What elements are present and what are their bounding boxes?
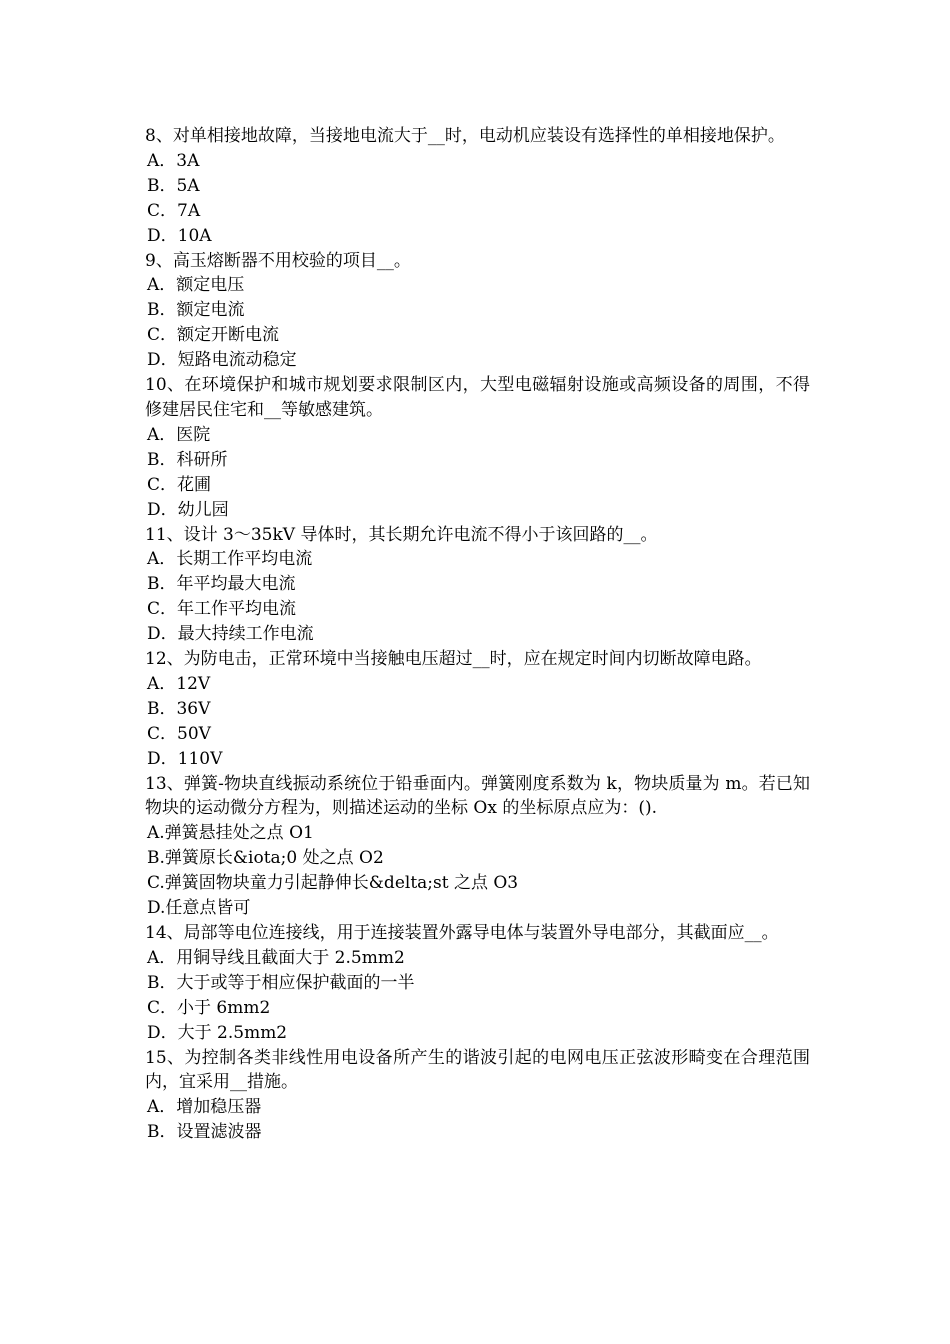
option-a: A．医院 xyxy=(147,424,211,445)
question-stem: 15、为控制各类非线性用电设备所产生的谐波引起的电网电压正弦波形畸变在合理范围内，宜采用__措施。 xyxy=(145,1047,810,1093)
question-stem: 11、设计 3～35kV 导体时，其长期允许电流不得小于该回路的__。 xyxy=(145,524,658,545)
option-b: B．年平均最大电流 xyxy=(147,574,296,595)
option-a: A．用铜导线且截面大于 2.5mm2 xyxy=(147,947,405,968)
option-a: A.弹簧悬挂处之点 O1 xyxy=(147,823,314,844)
question-stem: 13、弹簧-物块直线振动系统位于铅垂面内。弹簧刚度系数为 k，物块质量为 m。若已知物块的运动微分方程为，则描述运动的坐标 Ox 的坐标原点应为：(). xyxy=(145,773,810,819)
option-a: A．12V xyxy=(147,673,211,694)
option-a: A．增加稳压器 xyxy=(147,1097,262,1118)
question-stem: 8、对单相接地故障，当接地电流大于__时，电动机应装设有选择性的单相接地保护。 xyxy=(145,126,785,146)
option-d: D.任意点皆可 xyxy=(147,898,251,919)
question-stem: 14、局部等电位连接线，用于连接装置外露导电体与装置外导电部分，其截面应__。 xyxy=(145,923,779,943)
option-c: C．7A xyxy=(147,200,201,221)
option-b: B．额定电流 xyxy=(147,300,245,321)
option-b: B.弹簧原长&iota;0 处之点 O2 xyxy=(147,848,384,869)
question-stem: 12、为防电击，正常环境中当接触电压超过__时，应在规定时间内切断故障电路。 xyxy=(145,649,762,670)
option-d: D．短路电流动稳定 xyxy=(147,350,297,371)
option-a: A．额定电压 xyxy=(147,275,245,296)
option-b: B．设置滤波器 xyxy=(147,1122,262,1143)
question-list xyxy=(145,124,810,1145)
option-a: A．3A xyxy=(147,150,200,171)
option-c: C．额定开断电流 xyxy=(147,325,280,346)
option-d: D．10A xyxy=(147,225,212,246)
option-d: D．最大持续工作电流 xyxy=(147,624,314,645)
option-c: C．花圃 xyxy=(147,474,212,495)
option-c: C．年工作平均电流 xyxy=(147,599,297,620)
question-stem: 9、高玉熔断器不用校验的项目__。 xyxy=(145,250,411,271)
question-stem: 10、在环境保护和城市规划要求限制区内，大型电磁辐射设施或高频设备的周围，不得修建居民住宅和__等敏感建筑。 xyxy=(145,375,810,420)
option-d: D．大于 2.5mm2 xyxy=(147,1022,288,1043)
option-d: D．110V xyxy=(147,748,223,769)
option-c: C．50V xyxy=(147,723,211,744)
option-b: B．大于或等于相应保护截面的一半 xyxy=(147,972,415,993)
option-c: C.弹簧固物块童力引起静伸长&delta;st 之点 O3 xyxy=(147,873,519,894)
option-b: B．科研所 xyxy=(147,449,228,470)
option-c: C．小于 6mm2 xyxy=(147,997,271,1018)
option-d: D．幼儿园 xyxy=(147,499,229,520)
option-b: B．5A xyxy=(147,175,200,196)
option-b: B．36V xyxy=(147,698,211,719)
option-a: A．长期工作平均电流 xyxy=(147,549,313,570)
